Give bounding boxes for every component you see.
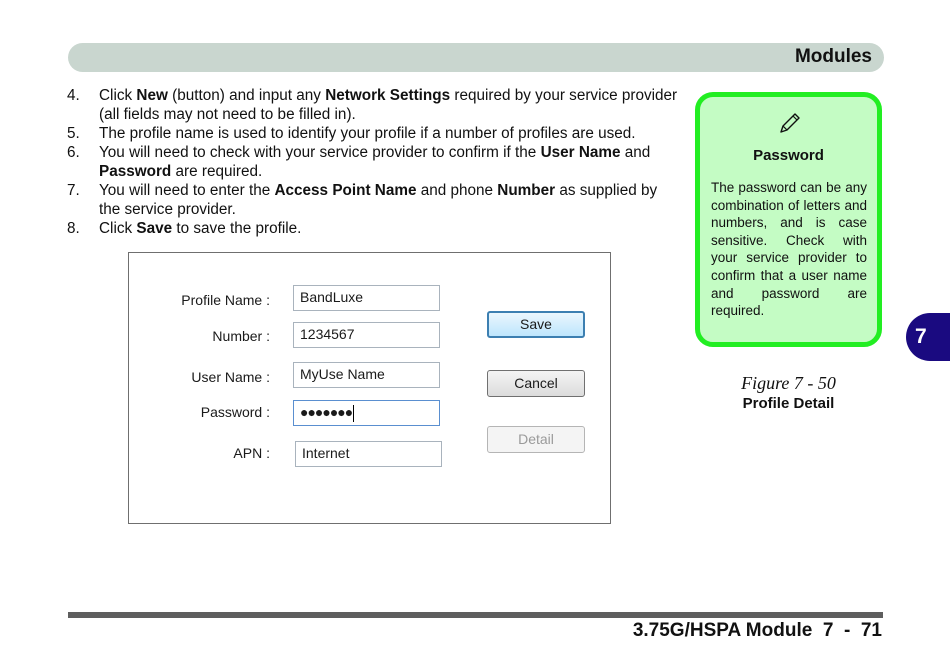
number-label: Number :: [212, 328, 270, 344]
apn-label: APN :: [233, 445, 270, 461]
header-bar: [68, 43, 884, 72]
step-number: 8.: [67, 220, 80, 237]
chapter-tab: [906, 313, 950, 361]
step-number: 7.: [67, 182, 80, 199]
footer-page-label: 3.75G/HSPA Module 7 - 71: [632, 620, 882, 641]
user-name-field[interactable]: MyUse Name: [293, 362, 440, 388]
number-field[interactable]: 1234567: [293, 322, 440, 348]
profile-name-field[interactable]: BandLuxe: [293, 285, 440, 311]
password-label: Password :: [200, 404, 270, 420]
step-text: You will need to check with your service provider to confirm if the User Name and Password are required.: [99, 144, 651, 180]
instruction-steps: [67, 86, 682, 238]
step-item: [67, 86, 682, 124]
step-text: Click Save to save the profile.: [99, 220, 302, 237]
footer-rule: [68, 612, 883, 618]
step-text: You will need to enter the Access Point Name and phone Number as supplied by the service provider.: [99, 182, 658, 218]
figure-caption: Profile Detail: [742, 395, 835, 412]
step-item: [67, 124, 682, 143]
chapter-number: 7: [915, 325, 927, 348]
user-name-label: User Name :: [191, 369, 270, 385]
step-item: [67, 219, 682, 238]
profile-name-label: Profile Name :: [181, 292, 270, 308]
step-number: 5.: [67, 125, 80, 142]
pencil-icon: [778, 111, 802, 135]
figure-number: Figure 7 - 50: [741, 373, 836, 393]
step-item: [67, 143, 682, 181]
password-note: [695, 92, 882, 347]
note-title: Password: [753, 147, 824, 164]
password-mask: ●●●●●●●: [300, 404, 353, 420]
note-body: The password can be any combination of letters and numbers, and is case sensitive. Check with your service provider to confirm that a user name and password are required.: [711, 180, 867, 319]
apn-field[interactable]: Internet: [295, 441, 442, 467]
password-field[interactable]: [293, 400, 440, 426]
cancel-button[interactable]: Cancel: [487, 370, 585, 397]
step-item: [67, 181, 682, 219]
text-cursor: [353, 405, 354, 422]
save-button[interactable]: Save: [487, 311, 585, 338]
step-text: The profile name is used to identify your profile if a number of profiles are used.: [99, 125, 636, 142]
section-title: Modules: [794, 46, 872, 67]
profile-detail-dialog: [128, 252, 611, 524]
step-number: 4.: [67, 87, 80, 104]
detail-button: Detail: [487, 426, 585, 453]
step-number: 6.: [67, 144, 80, 161]
step-text: Click New (button) and input any Network Settings required by your service provider (all fields may not need to be filled in).: [99, 87, 678, 123]
